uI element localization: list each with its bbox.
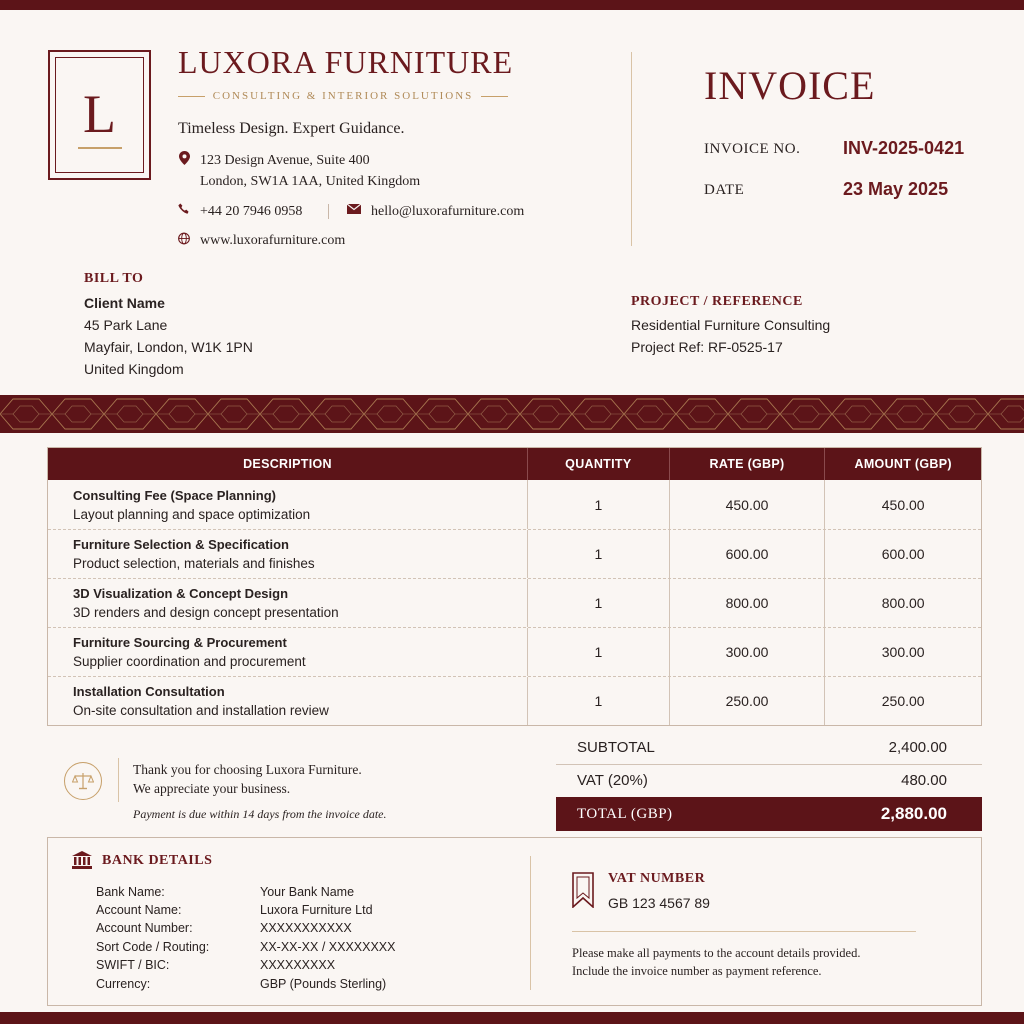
item-quantity: 1 bbox=[528, 628, 670, 676]
item-rate: 450.00 bbox=[670, 480, 826, 529]
address-line-2: London, SW1A 1AA, United Kingdom bbox=[200, 174, 421, 189]
item-subtitle: Product selection, materials and finishes bbox=[73, 556, 315, 571]
bank-detail-value: XX-XX-XX / XXXXXXXX bbox=[260, 940, 396, 954]
invoice-number-label: INVOICE NO. bbox=[704, 141, 801, 157]
company-name: LUXORA FURNITURE bbox=[178, 44, 514, 80]
thank-you-line-1: Thank you for choosing Luxora Furniture. bbox=[133, 762, 362, 777]
header-amount: AMOUNT (GBP) bbox=[854, 457, 952, 471]
logo bbox=[48, 50, 151, 180]
bill-to-label: BILL TO bbox=[84, 271, 144, 286]
total-label: TOTAL (GBP) bbox=[577, 805, 673, 822]
bookmark-icon bbox=[572, 872, 594, 913]
header-divider bbox=[631, 52, 632, 246]
vat-divider bbox=[572, 931, 916, 932]
invoice-number: INV-2025-0421 bbox=[843, 138, 965, 158]
item-quantity: 1 bbox=[528, 579, 670, 627]
website-text[interactable]: www.luxorafurniture.com bbox=[200, 233, 346, 248]
bank-detail-label: Bank Name: bbox=[96, 885, 165, 899]
vat-number-title: VAT NUMBER bbox=[608, 871, 706, 886]
table-row bbox=[48, 480, 981, 529]
thank-you-line-2: We appreciate your business. bbox=[133, 781, 291, 796]
bank-detail-row bbox=[96, 885, 516, 899]
bank-detail-label: Account Name: bbox=[96, 903, 182, 917]
address-line-1: 123 Design Avenue, Suite 400 bbox=[200, 153, 370, 168]
item-quantity: 1 bbox=[528, 480, 670, 529]
item-rate: 250.00 bbox=[670, 677, 826, 725]
client-line-2: Mayfair, London, W1K 1PN bbox=[84, 339, 253, 355]
vat-row bbox=[556, 764, 982, 796]
subtotal-value: 2,400.00 bbox=[888, 738, 947, 756]
item-description bbox=[48, 628, 528, 676]
item-subtitle: Supplier coordination and procurement bbox=[73, 654, 306, 669]
bank-detail-row bbox=[96, 921, 516, 935]
bank-icon bbox=[72, 851, 92, 874]
header-quantity: QUANTITY bbox=[528, 448, 670, 480]
company-address bbox=[178, 150, 420, 192]
subtotal-row bbox=[556, 731, 982, 763]
table-row bbox=[48, 529, 981, 578]
payment-instructions bbox=[572, 944, 860, 980]
vat-value: 480.00 bbox=[901, 771, 947, 789]
client-line-1: 45 Park Lane bbox=[84, 317, 168, 333]
item-amount: 300.00 bbox=[881, 644, 925, 660]
project-details bbox=[631, 314, 830, 358]
item-amount: 800.00 bbox=[881, 595, 925, 611]
invoice-date: 23 May 2025 bbox=[843, 179, 949, 199]
envelope-icon bbox=[346, 202, 361, 216]
logo-underline bbox=[78, 147, 122, 149]
table-row bbox=[48, 676, 981, 725]
table-row bbox=[48, 578, 981, 627]
company-website[interactable] bbox=[178, 230, 345, 251]
item-rate: 800.00 bbox=[670, 579, 826, 627]
company-phone bbox=[178, 201, 302, 222]
location-pin-icon bbox=[178, 151, 190, 165]
table-row bbox=[48, 627, 981, 676]
contact-divider bbox=[328, 204, 329, 219]
item-rate: 600.00 bbox=[670, 530, 826, 578]
bank-detail-label: Sort Code / Routing: bbox=[96, 940, 210, 954]
bank-detail-label: SWIFT / BIC: bbox=[96, 958, 170, 972]
item-title: Consulting Fee (Space Planning) bbox=[73, 487, 276, 503]
email-text[interactable]: hello@luxorafurniture.com bbox=[371, 204, 525, 219]
line-items-table bbox=[47, 447, 982, 726]
client-line-3: United Kingdom bbox=[84, 361, 184, 377]
item-subtitle: On-site consultation and installation review bbox=[73, 703, 329, 718]
bill-to-address bbox=[84, 292, 253, 380]
item-rate: 300.00 bbox=[670, 628, 826, 676]
item-quantity: 1 bbox=[528, 677, 670, 725]
thanks-divider bbox=[118, 758, 119, 802]
item-amount: 600.00 bbox=[881, 546, 925, 562]
vat-label: VAT (20%) bbox=[577, 771, 648, 789]
payment-instructions-line-2: Include the invoice number as payment reference. bbox=[572, 964, 822, 978]
bank-detail-row bbox=[96, 958, 516, 972]
bank-details-title: BANK DETAILS bbox=[102, 853, 213, 868]
item-quantity: 1 bbox=[528, 530, 670, 578]
subtotal-label: SUBTOTAL bbox=[577, 738, 655, 756]
bank-detail-value: XXXXXXXXX bbox=[260, 958, 336, 972]
bank-detail-value: Your Bank Name bbox=[260, 885, 355, 899]
item-amount: 250.00 bbox=[881, 693, 925, 709]
bank-detail-label: Currency: bbox=[96, 977, 151, 991]
company-subtitle: CONSULTING & INTERIOR SOLUTIONS bbox=[178, 90, 508, 102]
item-description bbox=[48, 579, 528, 627]
bank-divider bbox=[530, 856, 531, 990]
top-border bbox=[0, 0, 1024, 10]
invoice-date-label: DATE bbox=[704, 182, 745, 198]
project-name: Residential Furniture Consulting bbox=[631, 317, 831, 333]
item-title: 3D Visualization & Concept Design bbox=[73, 586, 289, 601]
scales-icon bbox=[64, 762, 102, 800]
project-label: PROJECT / REFERENCE bbox=[631, 294, 803, 309]
bank-detail-value: Luxora Furniture Ltd bbox=[260, 903, 373, 917]
bank-detail-row bbox=[96, 903, 516, 917]
company-email[interactable] bbox=[346, 201, 524, 222]
bank-detail-value: GBP (Pounds Sterling) bbox=[260, 977, 387, 991]
item-description bbox=[48, 480, 528, 529]
bank-detail-row bbox=[96, 977, 516, 991]
payment-instructions-line-1: Please make all payments to the account details provided. bbox=[572, 946, 861, 960]
item-description bbox=[48, 530, 528, 578]
thank-you-message bbox=[133, 760, 362, 798]
payment-terms-note: Payment is due within 14 days from the invoice date. bbox=[133, 807, 387, 821]
bank-detail-row bbox=[96, 940, 516, 954]
bank-detail-value: XXXXXXXXXXX bbox=[260, 921, 352, 935]
item-title: Installation Consultation bbox=[73, 684, 225, 699]
bottom-border bbox=[0, 1012, 1024, 1024]
header-description: DESCRIPTION bbox=[48, 448, 528, 480]
invoice-title: INVOICE bbox=[704, 63, 876, 108]
item-title: Furniture Selection & Specification bbox=[73, 537, 289, 552]
client-name: Client Name bbox=[84, 295, 165, 311]
item-title: Furniture Sourcing & Procurement bbox=[73, 635, 287, 650]
decorative-pattern-band bbox=[0, 395, 1024, 433]
bank-detail-label: Account Number: bbox=[96, 921, 193, 935]
item-amount: 450.00 bbox=[881, 496, 925, 513]
logo-letter: L bbox=[83, 84, 116, 144]
total-row bbox=[556, 797, 982, 831]
header-rate: RATE (GBP) bbox=[670, 448, 826, 480]
item-subtitle: 3D renders and design concept presentation bbox=[73, 605, 339, 620]
project-ref: Project Ref: RF-0525-17 bbox=[631, 339, 783, 355]
phone-text: +44 20 7946 0958 bbox=[200, 204, 303, 219]
globe-icon bbox=[178, 231, 190, 245]
vat-number-value: GB 123 4567 89 bbox=[608, 895, 710, 911]
table-header bbox=[48, 448, 981, 480]
item-description bbox=[48, 677, 528, 725]
phone-icon bbox=[178, 202, 190, 216]
company-tagline: Timeless Design. Expert Guidance. bbox=[178, 120, 405, 137]
total-value: 2,880.00 bbox=[880, 804, 947, 823]
item-subtitle: Layout planning and space optimization bbox=[73, 506, 311, 522]
